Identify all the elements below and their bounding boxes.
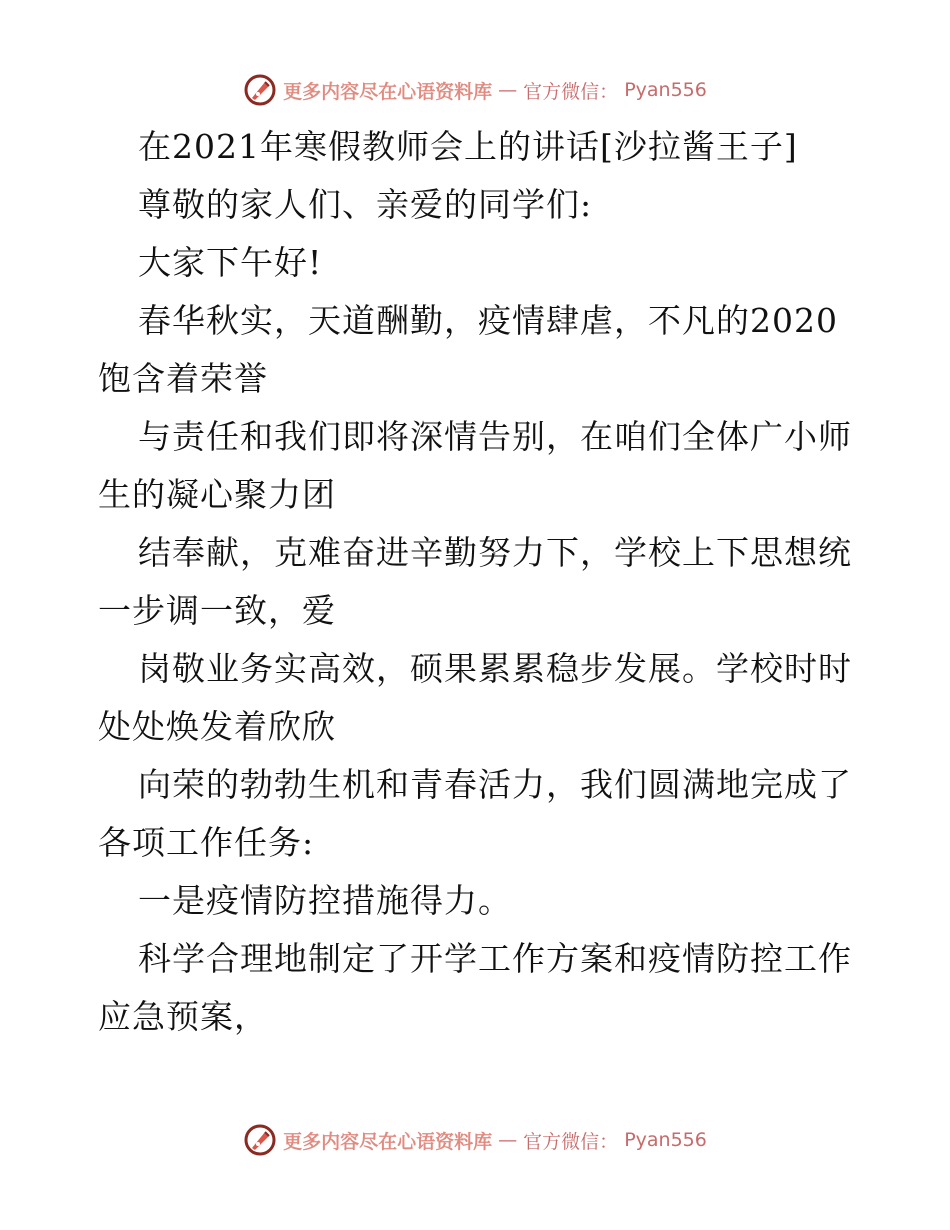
body-paragraph: 科学合理地制定了开学工作方案和疫情防控工作应急预案， (98, 939, 852, 1036)
header-banner (0, 70, 950, 110)
document-title: 在2021年寒假教师会上的讲话[沙拉酱王子] (138, 127, 798, 166)
body-paragraph: 结奉献，克难奋进辛勤努力下，学校上下思想统一步调一致，爱 (98, 533, 852, 630)
section-heading: 一是疫情防控措施得力。 (138, 881, 512, 920)
greeting: 大家下午好! (138, 243, 323, 282)
banner-promo-text: 更多内容尽在心语资料库 (283, 80, 493, 103)
banner-wechat-label: 官方微信： (523, 80, 619, 103)
banner-promo-text: 更多内容尽在心语资料库 (283, 1130, 493, 1153)
pen-nib-logo-icon (243, 73, 277, 107)
body-paragraph: 与责任和我们即将深情告别，在咱们全体广小师生的凝心聚力团 (98, 417, 852, 514)
salutation: 尊敬的家人们、亲爱的同学们: (138, 185, 593, 224)
banner-dash: — (498, 1129, 518, 1151)
banner-wechat-id: Pyan556 (624, 1129, 707, 1151)
pen-nib-logo-icon (243, 1123, 277, 1157)
banner-wechat-label: 官方微信： (523, 1130, 619, 1153)
banner-wechat-id: Pyan556 (624, 79, 707, 101)
footer-banner (0, 1120, 950, 1160)
banner-dash: — (498, 79, 518, 101)
document-body (98, 118, 868, 1046)
body-paragraph: 向荣的勃勃生机和青春活力，我们圆满地完成了各项工作任务: (98, 765, 852, 862)
body-paragraph: 春华秋实，天道酬勤，疫情肆虐，不凡的2020饱含着荣誉 (98, 301, 838, 398)
body-paragraph: 岗敬业务实高效，硕果累累稳步发展。学校时时处处焕发着欣欣 (98, 649, 852, 746)
